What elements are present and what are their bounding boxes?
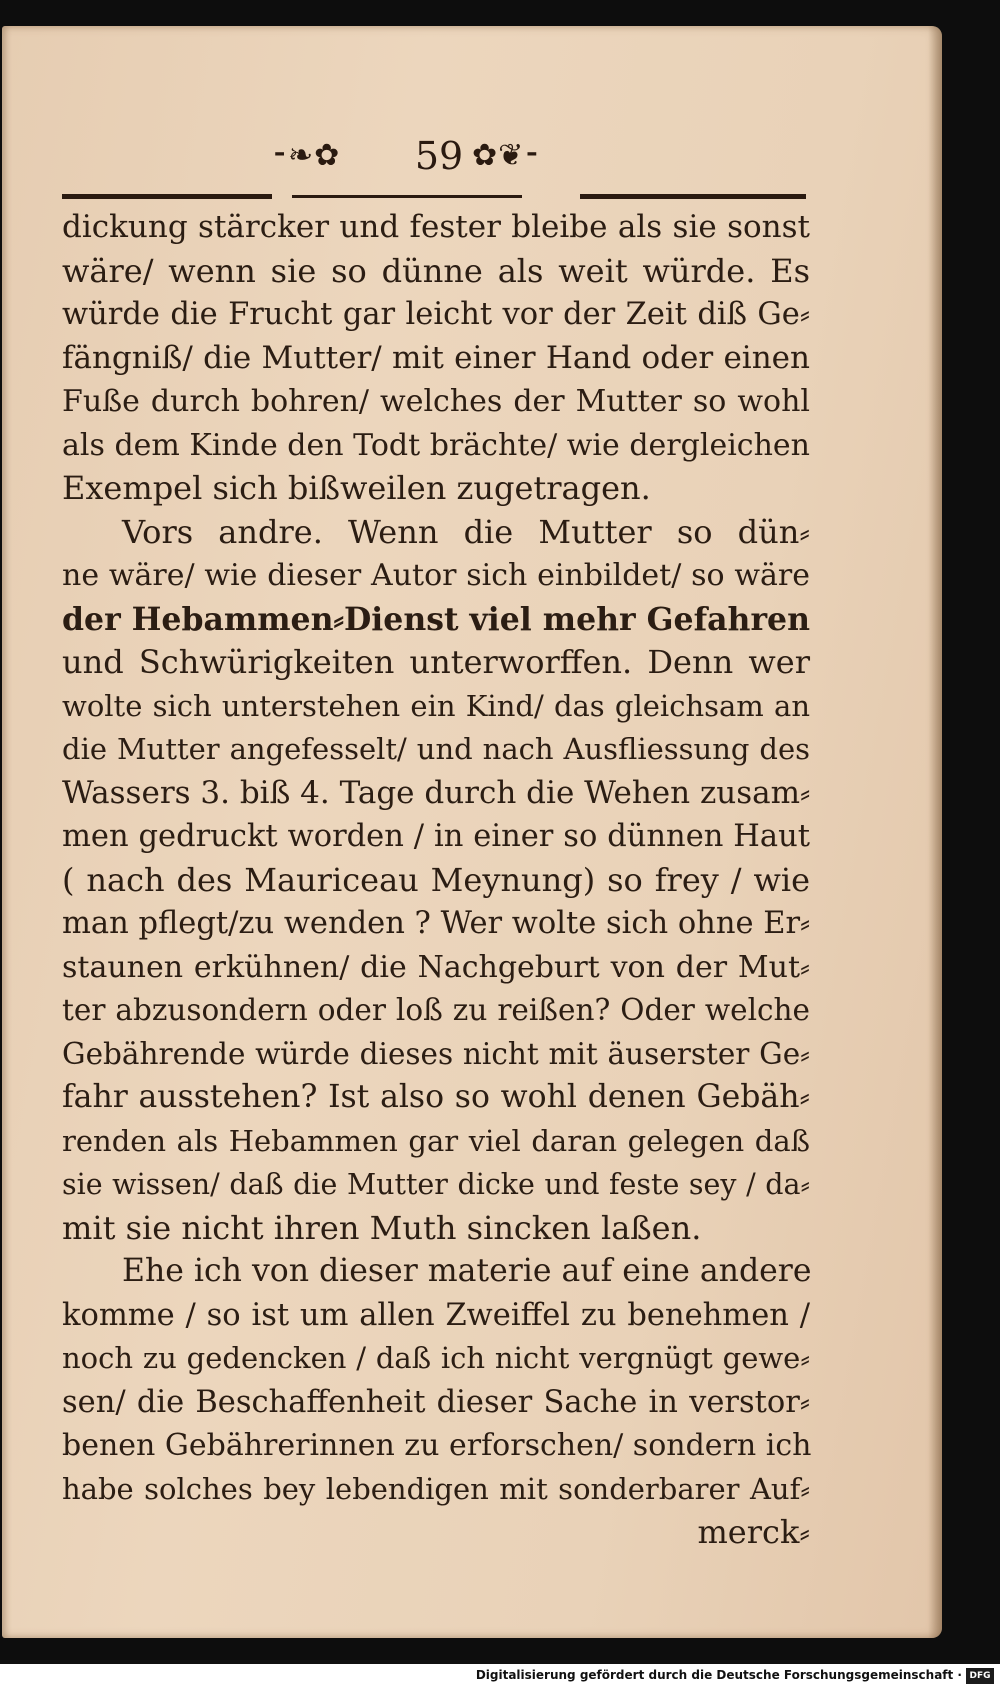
text-line: Fuße durch bohren/ welches der Mutter so wohl bbox=[62, 384, 810, 419]
text-line: ( nach des Mauriceau Meynung) so frey / wie bbox=[62, 860, 810, 899]
text-line: fängniß/ die Mutter/ mit einer Hand oder einen bbox=[62, 339, 810, 376]
text-line: sen/ die Beschaffenheit dieser Sache in verstor⸗ bbox=[62, 1384, 810, 1420]
text-line: Exempel sich bißweilen zugetragen. bbox=[62, 469, 651, 507]
text-line: ne wäre/ wie dieser Autor sich einbildet/ so wäre bbox=[62, 558, 810, 593]
text-line: die Mutter angefesselt/ und nach Ausfliessung des bbox=[62, 732, 810, 766]
header-ornament-right: ✿❦⁃ bbox=[472, 138, 541, 173]
text-line: der Hebammen⸗Dienst viel mehr Gefahren bbox=[62, 600, 810, 638]
text-line: man pflegt/zu wenden ? Wer wolte sich ohne Er⸗ bbox=[62, 906, 811, 941]
header-rule-left bbox=[62, 194, 272, 199]
header-rule-middle bbox=[292, 195, 522, 198]
text-line: und Schwürigkeiten unterworffen. Denn wer bbox=[62, 643, 810, 681]
header-ornament-left: ⁃❧✿ bbox=[272, 138, 341, 173]
text-line: men gedruckt worden / in einer so dünnen Haut bbox=[62, 819, 810, 854]
digitization-footer bbox=[0, 1664, 1000, 1690]
text-line: mit sie nicht ihren Muth sincken laßen. bbox=[62, 1208, 702, 1247]
funding-credit: Digitalisierung gefördert durch die Deutsche Forschungsgemeinschaft · bbox=[475, 1668, 962, 1682]
text-line: ter abzusondern oder loß zu reißen? Oder welche bbox=[62, 993, 810, 1027]
text-line: würde die Frucht gar leicht vor der Zeit diß Ge⸗ bbox=[62, 297, 810, 332]
text-line: habe solches bey lebendigen mit sonderbarer Auf⸗ bbox=[62, 1471, 810, 1506]
text-line: Wassers 3. biß 4. Tage durch die Wehen zusam⸗ bbox=[62, 774, 811, 811]
text-line: fahr ausstehen? Ist also so wohl denen Gebäh⸗ bbox=[62, 1079, 810, 1115]
text-line: komme / so ist um allen Zweiffel zu benehmen / bbox=[62, 1297, 810, 1333]
text-line: wolte sich unterstehen ein Kind/ das gleichsam an bbox=[62, 688, 810, 723]
text-line: benen Gebährerinnen zu erforschen/ sondern ich bbox=[62, 1428, 812, 1463]
book-page bbox=[2, 26, 942, 1638]
text-line: noch zu gedencken / daß ich nicht vergnügt gewe⸗ bbox=[62, 1341, 810, 1375]
dfg-logo-icon: DFG bbox=[966, 1668, 994, 1684]
catchword: merck⸗ bbox=[697, 1513, 810, 1551]
text-line: renden als Hebammen gar viel daran gelegen daß bbox=[62, 1123, 810, 1158]
body-text bbox=[62, 206, 810, 1555]
text-line: Gebährende würde dieses nicht mit äuserster Ge⸗ bbox=[62, 1036, 810, 1071]
text-line: als dem Kinde den Todt brächte/ wie dergleichen bbox=[62, 427, 810, 463]
text-line: sie wissen/ daß die Mutter dicke und feste sey / da⸗ bbox=[62, 1168, 810, 1201]
paragraph-start-line: Vors andre. Wenn die Mutter so dün⸗ bbox=[122, 512, 810, 551]
header-rule-right bbox=[580, 194, 806, 199]
text-line: staunen erkühnen/ die Nachgeburt von der Mut⸗ bbox=[62, 949, 810, 985]
text-line: wäre/ wenn sie so dünne als weit würde. Es bbox=[62, 251, 810, 290]
page-number: 59 bbox=[414, 134, 464, 178]
text-line: dickung stärcker und fester bleibe als sie sonst bbox=[62, 209, 810, 245]
paragraph-start-line: Ehe ich von dieser materie auf eine andere bbox=[122, 1253, 812, 1289]
page-header bbox=[2, 134, 942, 182]
